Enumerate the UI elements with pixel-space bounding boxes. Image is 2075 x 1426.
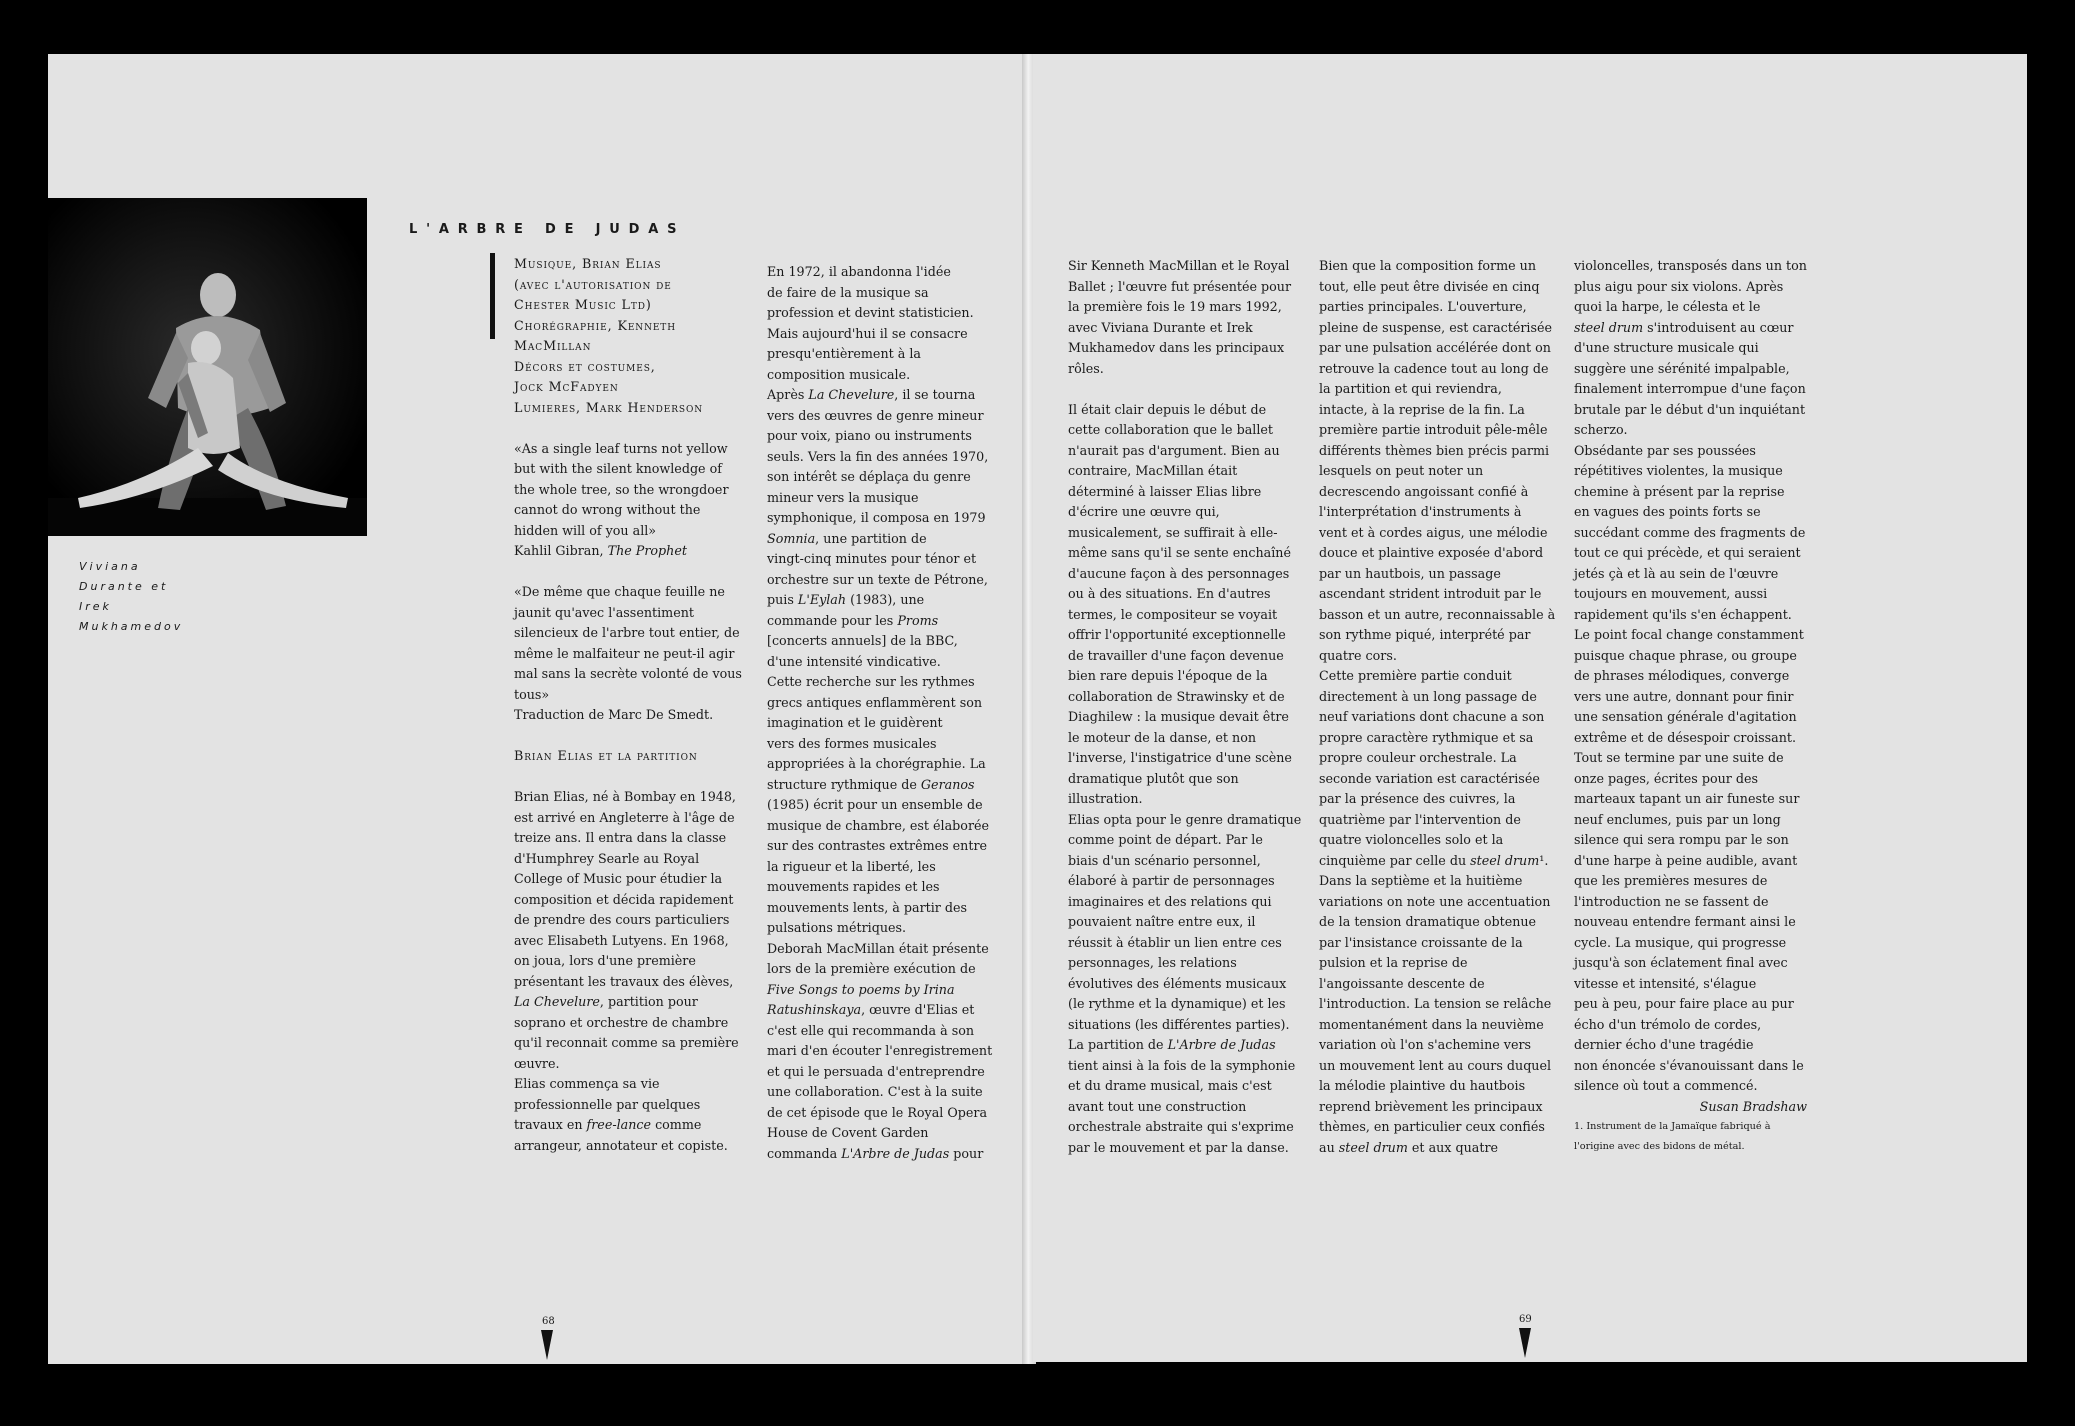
text-line: neuf variations dont chacune a son [1319,709,1545,724]
text-line: dramatique plutôt que son [1068,770,1239,786]
text-line: , partition pour [599,994,698,1009]
text-line: vingt-cinq minutes pour ténor et [767,551,977,566]
text-line: cette collaboration que le ballet [1068,422,1274,437]
dancers-photo [48,198,367,536]
column-6 [1574,256,1807,1157]
text-line: de cet épisode que le Royal Opera [767,1104,988,1120]
text-line: L'Arbre de Judas [841,1145,950,1161]
bio-line: de prendre des cours particuliers [514,912,730,927]
text-line: The Prophet [607,543,687,558]
text-line: par la présence des cuivres, la [1319,791,1516,806]
text-line: Dans la septième et la huitième [1319,873,1523,888]
text-line [767,590,992,611]
text-line: même sans qu'il se sente enchaîné [1068,545,1291,560]
column-3 [767,262,992,1164]
text-line [1574,318,1807,339]
text-line: travaux en [514,1117,587,1132]
text-line: decrescendo angoissant confié à [1319,483,1529,499]
text-line: c'est elle qui recommanda à son [767,1022,975,1038]
text-line: Sir Kenneth MacMillan et le Royal [1068,258,1290,273]
bio-line [514,992,742,1013]
text-line: directement à un long passage de [1319,688,1537,704]
text-line: et aux quatre [1407,1139,1499,1155]
text-line: imagination et le guidèrent [767,715,943,730]
text-line: intacte, à la reprise de la fin. La [1319,401,1525,417]
text-line [1319,1138,1555,1159]
text-line: parties principales. L'ouverture, [1319,299,1527,314]
text-line: steel drum [1574,319,1644,335]
text-line [767,1144,992,1165]
bio-line: d'Humphrey Searle au Royal [514,850,700,866]
text-line: commande pour les [767,612,898,628]
text-line: , une partition de [815,530,927,546]
text-line [1319,851,1555,872]
caption-line: Durante et [79,580,169,593]
left-page [48,54,1025,1364]
text-line: une collaboration. C'est à la suite [767,1084,983,1099]
text-line: de la tension dramatique obtenue [1319,914,1537,929]
bio-line: œuvre. [514,1055,560,1071]
text-line: jetés çà et là au sein de l'œuvre [1574,565,1779,581]
text-line: par une pulsation accélérée dont on [1319,340,1551,355]
text-line: chemine à présent par la reprise [1574,483,1785,499]
text-line: mari d'en écouter l'enregistrement [767,1043,993,1058]
text-line: vers une autre, donnant pour finir [1574,688,1794,704]
credit-line: Lumieres, Mark Henderson [514,399,704,415]
photo-caption [79,557,219,637]
text-line: s'introduisent au cœur [1643,319,1794,335]
text-line: son intérêt se déplaça du genre [767,469,971,484]
quote-fr-line: mal sans la secrète volonté de vous [514,666,742,681]
text-line: pouvaient naître entre eux, il [1068,914,1256,929]
text-line: la première fois le 19 mars 1992, [1068,299,1282,314]
text-line: momentanément dans la neuvième [1319,1016,1544,1032]
text-line: En 1972, il abandonna l'idée [767,264,951,279]
text-line: La Chevelure [808,387,895,402]
text-line: succédant comme des fragments de [1574,524,1806,540]
text-line: comme point de départ. Par le [1068,832,1263,847]
bio-line: professionnelle par quelques [514,1096,701,1112]
text-line: suggère une sérénité impalpable, [1574,360,1790,376]
credit-line: MacMillan [514,338,592,353]
article-title: L'ARBRE DE JUDAS [409,222,686,237]
text-line: élaboré à partir de personnages [1068,873,1275,888]
text-line: Le point focal change constamment [1574,627,1804,642]
text-line: propre caractère rythmique et sa [1319,729,1534,745]
text-line: un mouvement lent au cours duquel [1319,1057,1552,1073]
text-line: contraire, MacMillan était [1068,463,1238,478]
text-line: d'une structure musicale qui [1574,340,1759,355]
text-line: sur des contrastes extrêmes entre [767,838,988,853]
text-line: L'Arbre de Judas [1167,1037,1276,1052]
text-line: nouveau entendre fermant ainsi le [1574,914,1796,929]
text-line: le moteur de la danse, et non [1068,729,1257,745]
text-line: illustration. [1068,791,1143,806]
text-line: lors de la première exécution de [767,961,976,976]
text-line: presqu'entièrement à la [767,346,921,361]
text-line: de faire de la musique sa [767,284,929,300]
text-line [514,562,742,583]
text-line: neuf enclumes, puis par un long [1574,811,1781,827]
text-line [514,767,742,788]
text-line: pulsations métriques. [767,920,907,935]
text-line: comme [651,1117,702,1132]
text-line: n'aurait pas d'argument. Bien au [1068,442,1280,458]
quote-en-line: the whole tree, so the wrongdoer [514,481,729,497]
credit-line: Jock McFadyen [514,379,619,394]
quote-en-line: but with the silent knowledge of [514,461,722,476]
text-line: de travailler d'une façon devenue [1068,647,1284,663]
text-line: d'écrire une œuvre qui, [1068,504,1220,519]
text-line: jusqu'à son éclatement final avec [1574,955,1788,970]
text-line: collaboration de Strawinsky et de [1068,688,1285,704]
text-line: 1. Instrument de la Jamaïque fabriqué à [1574,1121,1771,1132]
text-line: Ballet ; l'œuvre fut présentée pour [1068,278,1292,294]
bio-line: présentant les travaux des élèves, [514,973,734,989]
caption-line: Mukhamedov [79,620,184,633]
text-line: pour voix, piano ou instruments [767,428,972,443]
text-line: Mais aujourd'hui il se consacre [767,325,968,341]
text-line: seuls. Vers la fin des années 1970, [767,448,989,464]
section-heading: Brian Elias et la partition [514,748,698,763]
text-line: mouvements rapides et les [767,879,940,894]
text-line: , il se tourna [894,387,976,402]
text-line: l'introduction. La tension se relâche [1319,996,1552,1011]
text-line: , œuvre d'Elias et [861,1002,975,1017]
bio-line: treize ans. Il entra dans la classe [514,830,727,845]
quote-en-line: hidden will of you all» [514,522,657,538]
text-line: mouvements lents, à partir des [767,899,968,915]
text-line: reprend brièvement les principaux [1319,1098,1543,1114]
text-line: situations (les différentes parties). [1068,1016,1290,1032]
text-line: Geranos [920,776,975,792]
text-line: finalement interrompue d'une façon [1574,381,1806,396]
bio-line: on joua, lors d'une première [514,953,696,968]
text-line: ou à des situations. En d'autres [1068,586,1271,601]
text-line: évolutives des éléments musicaux [1068,975,1287,991]
text-line: cycle. La musique, qui progresse [1574,934,1787,950]
text-line: vent et à cordes aigus, une mélodie [1319,524,1548,540]
text-line: écho d'un trémolo de cordes, [1574,1016,1762,1032]
text-line: ascendant strident introduit par le [1319,586,1542,601]
bio-line: Elias commença sa vie [514,1076,660,1091]
bio-line: qu'il reconnait comme sa première [514,1035,739,1050]
text-line: quatre violoncelles solo et la [1319,832,1504,847]
right-page [1033,54,2027,1362]
text-line: orchestrale abstraite qui s'exprime [1068,1119,1294,1134]
text-line: la partition et qui reviendra, [1319,381,1502,396]
text-line: lesquels on peut noter un [1319,463,1484,478]
text-line: personnages, les relations [1068,955,1237,970]
text-line: puisque chaque phrase, ou groupe [1574,647,1797,663]
text-line: musique de chambre, est élaborée [767,817,990,833]
text-line: pulsion et la reprise de [1319,955,1468,970]
text-line [514,418,742,439]
text-line: La Chevelure [514,994,600,1009]
text-line: son rythme piqué, interprété par [1319,627,1531,642]
text-line: brutale par le début d'un inquiétant [1574,401,1806,417]
text-line: peu à peu, pour faire place au pur [1574,996,1794,1011]
quote-fr-line: même le malfaiteur ne peut-il agir [514,645,735,661]
text-line: toujours en mouvement, aussi [1574,586,1768,601]
credit-line: Chester Music Ltd) [514,297,652,312]
bio-line [514,1115,742,1136]
text-line: et qui le persuada d'entreprendre [767,1063,985,1079]
text-line: l'inverse, l'instigatrice d'une scène [1068,750,1292,765]
text-line: avec Viviana Durante et Irek [1068,319,1253,335]
text-line: Obsédante par ses poussées [1574,442,1756,458]
text-line: Diaghilew : la musique devait être [1068,709,1289,724]
quote-fr-line: «De même que chaque feuille ne [514,584,725,599]
column-credits-bio [514,254,742,1156]
page-marker-triangle [1519,1328,1531,1358]
text-line: l'introduction ne se fassent de [1574,893,1769,909]
text-line: structure rythmique de [767,776,921,792]
text-line: différents thèmes bien précis parmi [1319,442,1550,458]
text-line: de phrases mélodiques, converge [1574,668,1790,683]
text-line: tout ce qui précède, et qui seraient [1574,545,1801,560]
credit-line: Décors et costumes, [514,358,656,374]
text-line: steel drum [1470,852,1540,868]
credit-line: Chorégraphie, Kenneth [514,317,676,333]
text-line: pleine de suspense, est caractérisée [1319,319,1553,335]
bio-line: composition et décida rapidement [514,891,734,907]
page-number-left: 68 [542,1316,555,1327]
quote-en-line: cannot do wrong without the [514,502,701,517]
text-line [767,529,992,550]
text-line: termes, le compositeur se voyait [1068,606,1278,622]
text-line: silence qui sera rompu par le son [1574,832,1789,847]
bio-line: est arrivé en Angleterre à l'âge de [514,809,735,825]
text-line: (1985) écrit pour un ensemble de [767,797,983,812]
translation-credit: Traduction de Marc De Smedt. [514,707,714,722]
text-line: La partition de [1068,1037,1168,1052]
text-line [514,726,742,747]
text-line: Somnia [767,530,816,546]
text-line: bien rare depuis l'époque de la [1068,668,1268,683]
text-line: puis [767,592,798,607]
text-line: Tout se termine par une suite de [1574,750,1784,765]
text-line: ¹. [1539,852,1549,868]
text-line [1068,379,1301,400]
text-line: d'aucune façon à des personnages [1068,565,1290,581]
bio-line: Brian Elias, né à Bombay en 1948, [514,789,736,804]
text-line: tient ainsi à la fois de la symphonie [1068,1057,1296,1073]
page-number-right: 69 [1519,1314,1532,1325]
dancers-photo-image [48,198,367,536]
quote-fr-line: jaunit qu'avec l'assentiment [514,604,694,620]
text-line: douce et plaintive exposée d'abord [1319,545,1544,560]
text-line: propre couleur orchestrale. La [1319,750,1517,765]
text-line: thèmes, en particulier ceux confiés [1319,1119,1545,1134]
text-line: une sensation générale d'agitation [1574,709,1797,724]
text-line: [concerts annuels] de la BBC, [767,633,958,648]
author-signature: Susan Bradshaw [1699,1098,1807,1114]
text-line: dernier écho d'une tragédie [1574,1037,1754,1052]
text-line: imaginaires et des relations qui [1068,893,1272,909]
text-line: scherzo. [1574,422,1628,437]
credit-line: (avec l'autorisation de [514,276,672,292]
text-line [767,611,992,632]
text-line: Cette première partie conduit [1319,668,1512,683]
text-line: symphonique, il composa en 1979 [767,510,986,525]
text-line: en vagues des points forts se [1574,504,1761,519]
text-line: composition musicale. [767,366,911,382]
text-line: Il était clair depuis le début de [1068,401,1267,417]
text-line: par un hautbois, un passage [1319,565,1501,581]
text-line: vers des formes musicales [767,735,937,751]
text-line [767,385,992,406]
text-line: House de Covent Garden [767,1125,929,1140]
text-line: plus aigu pour six violons. Après [1574,278,1784,294]
text-line: violoncelles, transposés dans un ton [1574,258,1807,273]
text-line: cinquième par celle du [1319,852,1471,868]
text-line: quatrième par l'intervention de [1319,811,1521,827]
text-line: d'une harpe à peine audible, avant [1574,852,1798,868]
text-line: retrouve la cadence tout au long de [1319,360,1549,376]
text-line: quatre cors. [1319,647,1397,663]
caption-line: Viviana [79,560,141,573]
text-line: offrir l'opportunité exceptionnelle [1068,627,1286,642]
text-line: au [1319,1139,1339,1155]
text-line: d'une intensité vindicative. [767,653,941,669]
text-line: répétitives violentes, la musique [1574,463,1783,478]
quote-en-line: «As a single leaf turns not yellow [514,440,728,456]
text-line: tout, elle peut être divisée en cinq [1319,278,1540,294]
text-line: vitesse et intensité, s'élague [1574,975,1757,991]
text-line: extrême et de désespoir croissant. [1574,729,1797,745]
text-line: basson et un autre, reconnaissable à [1319,606,1556,622]
text-line: variations on note une accentuation [1319,893,1551,909]
text-line: la rigueur et la liberté, les [767,858,936,874]
text-line: seconde variation est caractérisée [1319,770,1540,786]
text-line: (1983), une [846,592,925,607]
quote-fr-line: silencieux de l'arbre tout entier, de [514,625,740,640]
text-line: musicalement, se suffirait à elle- [1068,524,1278,540]
text-line: Deborah MacMillan était présente [767,940,989,956]
text-line: première partie introduit pêle-mêle [1319,422,1548,437]
bio-line: avec Elisabeth Lutyens. En 1968, [514,932,729,948]
text-line: Five Songs to poems by Irina [767,981,955,997]
quote-fr-line: tous» [514,686,550,702]
text-line: grecs antiques enflammèrent son [767,694,983,710]
bio-line: soprano et orchestre de chambre [514,1014,729,1030]
page-marker-triangle [541,1330,553,1360]
text-line: Bien que la composition forme un [1319,258,1537,273]
column-5 [1319,256,1555,1158]
text-line [1068,1035,1301,1056]
text-line: Kahlil Gibran, [514,543,608,558]
text-line [767,775,992,796]
text-line: pour [949,1145,984,1161]
text-line: Elias opta pour le genre dramatique [1068,811,1302,827]
text-line: Après [767,387,809,402]
text-line: vers des œuvres de genre mineur [767,407,984,423]
column-4 [1068,256,1301,1158]
text-line: par l'insistance croissante de la [1319,934,1523,950]
text-line: l'interprétation d'instruments à [1319,504,1522,519]
text-line: Proms [897,612,939,628]
text-line: l'origine avec des bidons de métal. [1574,1141,1745,1152]
text-line: appropriées à la chorégraphie. La [767,756,986,771]
bio-line: College of Music pour étudier la [514,871,723,886]
text-line: réussit à établir un lien entre ces [1068,934,1282,950]
text-line: quoi la harpe, le célesta et le [1574,299,1761,314]
text-line: mineur vers la musique [767,489,919,505]
caption-line: Irek [79,600,112,613]
text-line: biais d'un scénario personnel, [1068,852,1261,868]
text-line: orchestre sur un texte de Pétrone, [767,571,988,587]
text-line: commanda [767,1145,842,1161]
text-line: variation où l'on s'achemine vers [1319,1037,1532,1052]
text-line: Cette recherche sur les rythmes [767,674,975,689]
text-line: steel drum [1338,1139,1408,1155]
text-line: marteaux tapant un air funeste sur [1574,791,1800,806]
text-line: déterminé à laisser Elias libre [1068,483,1262,499]
text-line: non énoncée s'évanouissant dans le [1574,1057,1804,1073]
text-line: la mélodie plaintive du hautbois [1319,1078,1526,1093]
credit-line: Musique, Brian Elias [514,256,662,271]
text-line [767,1000,992,1021]
text-line: par le mouvement et par la danse. [1068,1139,1289,1155]
text-line: onze pages, écrites pour des [1574,770,1758,786]
text-line: avant tout une construction [1068,1098,1247,1114]
text-line: profession et devint statisticien. [767,305,974,320]
text-line: et du drame musical, mais c'est [1068,1078,1272,1093]
text-line: rapidement qu'ils s'en échappent. [1574,606,1792,622]
text-line: Mukhamedov dans les principaux [1068,340,1285,355]
footnote [1574,1117,1807,1157]
text-line: rôles. [1068,360,1104,376]
text-line: free-lance [586,1117,652,1132]
text-line: (le rythme et la dynamique) et les [1068,996,1286,1011]
text-line: Ratushinskaya [767,1002,862,1017]
text-line: que les premières mesures de [1574,873,1768,888]
credits-rule [490,253,495,339]
text-line: l'angoissante descente de [1319,975,1485,991]
text-line: silence où tout a commencé. [1574,1078,1758,1093]
bio-line: arrangeur, annotateur et copiste. [514,1137,728,1153]
text-line: L'Eylah [797,592,847,607]
quote-attribution [514,541,742,562]
